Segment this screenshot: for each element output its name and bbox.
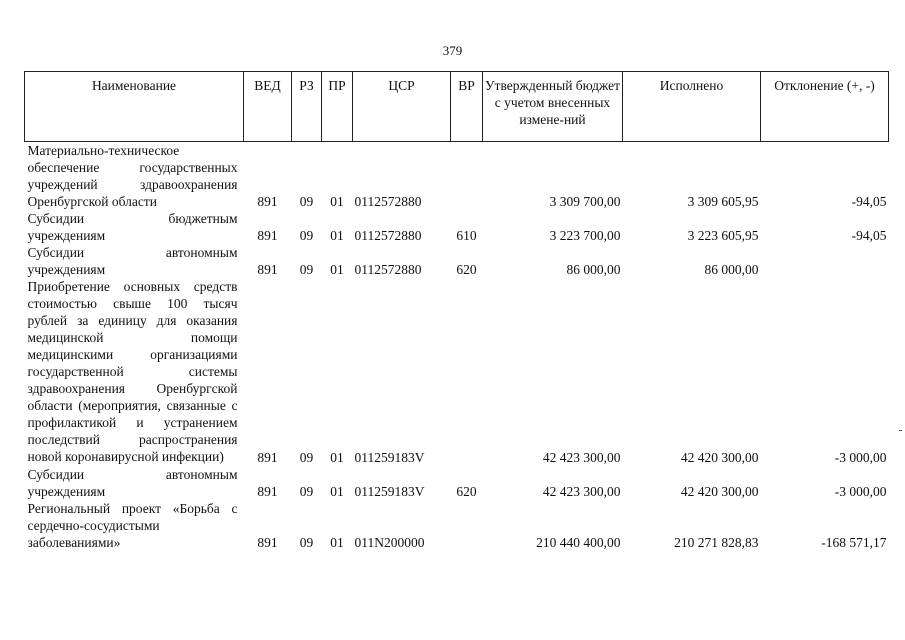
row-deviation: -94,05 (851, 228, 887, 243)
row-approved: 210 440 400,00 (536, 535, 621, 550)
budget-execution-table (24, 71, 889, 551)
row-name: Материально-техническое обеспечение государственных учреждений здравоохранения Оренбургской области (27, 143, 238, 209)
row-executed: 42 420 300,00 (680, 450, 759, 465)
row-ved: 891 (257, 535, 278, 550)
row-csr: 011259183V (354, 484, 425, 499)
row-ved: 891 (257, 262, 278, 277)
header-approved: Утвержденный бюджет с учетом внесенных измене-ний (483, 72, 623, 142)
row-rz: 09 (299, 484, 314, 499)
row-ved: 891 (257, 228, 278, 243)
row-approved: 42 423 300,00 (542, 484, 621, 499)
row-name: Региональный проект «Борьба с сердечно-сосудистыми заболеваниями» (27, 501, 238, 550)
row-csr: 0112572880 (354, 194, 422, 209)
header-csr: ЦСР (353, 72, 451, 142)
table-row (25, 210, 889, 244)
row-vr (451, 500, 483, 551)
row-ved: 891 (257, 450, 278, 465)
row-pr: 01 (330, 194, 344, 209)
row-ved: 891 (257, 194, 278, 209)
row-name: Приобретение основных средств стоимостью свыше 100 тысяч рублей за единицу для оказания медицинской помощи медицинскими организациями государственной системы здравоохранения Оренбургской области (мероприятия, связанные с профилактикой и устранением последствий распространения новой коронавирусной инфекции) (27, 279, 238, 464)
row-deviation: -94,05 (851, 194, 887, 209)
scan-artifact-mark (899, 430, 902, 431)
row-name: Субсидии автономным учреждениям (27, 467, 238, 499)
row-deviation (761, 244, 889, 278)
header-ved: ВЕД (244, 72, 292, 142)
row-rz: 09 (299, 535, 314, 550)
row-rz: 09 (299, 450, 314, 465)
row-pr: 01 (330, 450, 344, 465)
row-rz: 09 (299, 262, 314, 277)
row-vr: 620 (456, 262, 477, 277)
row-name: Субсидии бюджетным учреждениям (27, 211, 238, 243)
row-deviation: -3 000,00 (834, 484, 887, 499)
row-pr: 01 (330, 535, 344, 550)
row-approved: 86 000,00 (566, 262, 621, 277)
row-ved: 891 (257, 484, 278, 499)
header-rz: РЗ (292, 72, 322, 142)
row-executed: 3 223 605,95 (687, 228, 759, 243)
row-executed: 3 309 605,95 (687, 194, 759, 209)
row-vr: 610 (456, 228, 477, 243)
header-deviation: Отклонение (+, -) (761, 72, 889, 142)
header-name: Наименование (25, 72, 244, 142)
row-rz: 09 (299, 194, 314, 209)
table-row (25, 244, 889, 278)
row-pr: 01 (330, 262, 344, 277)
row-csr: 0112572880 (354, 262, 422, 277)
row-executed: 86 000,00 (704, 262, 759, 277)
row-executed: 210 271 828,83 (674, 535, 759, 550)
row-approved: 3 223 700,00 (549, 228, 621, 243)
row-csr: 0112572880 (354, 228, 422, 243)
page-number: 379 (442, 43, 463, 58)
table-row (25, 142, 889, 211)
row-pr: 01 (330, 484, 344, 499)
table-row (25, 500, 889, 551)
row-vr (451, 278, 483, 466)
row-rz: 09 (299, 228, 314, 243)
table-header-row (25, 72, 889, 142)
row-deviation: -3 000,00 (834, 450, 887, 465)
header-pr: ПР (322, 72, 353, 142)
row-approved: 42 423 300,00 (542, 450, 621, 465)
row-name: Субсидии автономным учреждениям (27, 245, 238, 277)
row-pr: 01 (330, 228, 344, 243)
row-executed: 42 420 300,00 (680, 484, 759, 499)
row-vr (451, 142, 483, 211)
row-csr: 011N200000 (354, 535, 425, 550)
header-executed: Исполнено (623, 72, 761, 142)
table-body (25, 142, 889, 552)
header-vr: ВР (451, 72, 483, 142)
row-csr: 011259183V (354, 450, 425, 465)
row-deviation: -168 571,17 (821, 535, 887, 550)
row-approved: 3 309 700,00 (549, 194, 621, 209)
row-vr: 620 (456, 484, 477, 499)
table-row (25, 278, 889, 466)
table-row (25, 466, 889, 500)
